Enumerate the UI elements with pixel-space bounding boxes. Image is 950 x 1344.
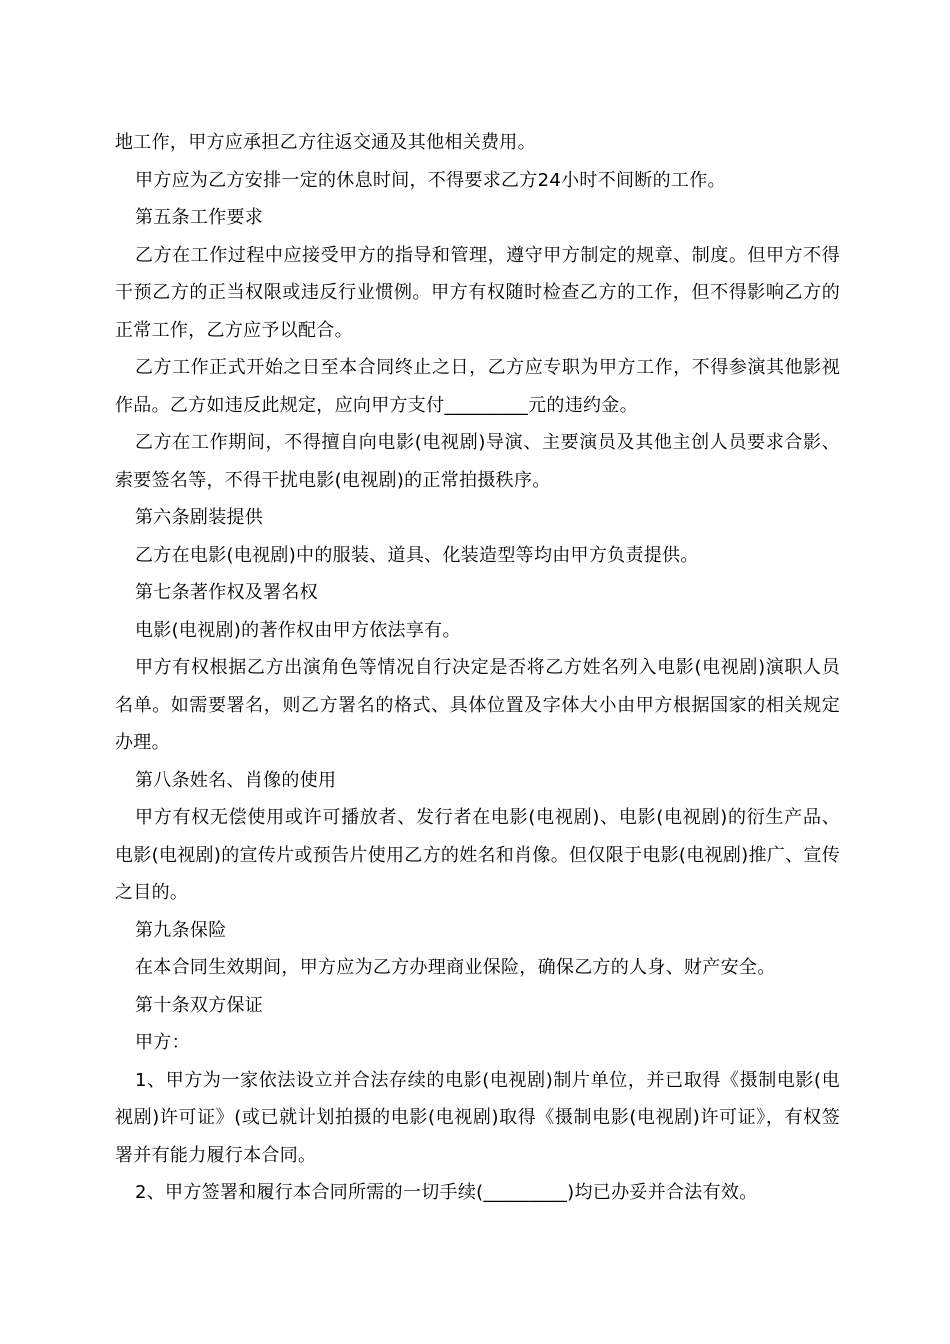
paragraph-work-guidance: 乙方在工作过程中应接受甲方的指导和管理，遵守甲方制定的规章、制度。但甲方不得干预乙方的正当权限或违反行业惯例。甲方有权随时检查乙方的工作，但不得影响乙方的正常工作，乙方应予以配合。: [115, 244, 840, 341]
paragraph-name-portrait: 甲方有权无偿使用或许可播放者、发行者在电影(电视剧)、电影(电视剧)的衍生产品、电影(电视剧)的宣传片或预告片使用乙方的姓名和肖像。但仅限于电影(电视剧)推广、宣传之目的。: [115, 807, 840, 903]
paragraph-guarantee-1: 1、甲方为一家依法设立并合法存续的电影(电视剧)制片单位，并已取得《摄制电影(电视剧)许可证》(或已就计划拍摄的电影(电视剧)取得《摄制电影(电视剧)许可证》，有权签署并有能力履行本合同。: [115, 1069, 840, 1166]
label-party-a: 甲方：: [135, 1032, 190, 1053]
paragraph-costume: 乙方在电影(电视剧)中的服装、道具、化装造型等均由甲方负责提供。: [135, 544, 699, 566]
heading-article-5: 第五条工作要求: [135, 207, 264, 228]
paragraph-copyright: 电影(电视剧)的著作权由甲方依法享有。: [135, 619, 461, 641]
paragraph-rest-time: 甲方应为乙方安排一定的休息时间，不得要求乙方24小时不间断的工作。: [135, 169, 726, 191]
heading-article-10: 第十条双方保证: [135, 994, 264, 1016]
heading-article-7: 第七条著作权及署名权: [135, 582, 318, 603]
paragraph-insurance: 在本合同生效期间，甲方应为乙方办理商业保险，确保乙方的人身、财产安全。: [135, 957, 776, 978]
document-body: [115, 124, 840, 1212]
paragraph-credits: 甲方有权根据乙方出演角色等情况自行决定是否将乙方姓名列入电影(电视剧)演职人员名单。如需要署名，则乙方署名的格式、具体位置及字体大小由甲方根据国家的相关规定办理。: [115, 657, 840, 753]
paragraph-guarantee-2: 2、甲方签署和履行本合同所需的一切手续(_________)均已办妥并合法有效。: [135, 1182, 758, 1203]
paragraph-exclusivity: 乙方工作正式开始之日至本合同终止之日，乙方应专职为甲方工作，不得参演其他影视作品。乙方如违反此规定，应向甲方支付_________元的违约金。: [115, 357, 840, 416]
heading-article-9: 第九条保险: [135, 919, 227, 941]
heading-article-8: 第八条姓名、肖像的使用: [135, 769, 337, 791]
heading-article-6: 第六条剧装提供: [135, 507, 264, 528]
paragraph-conduct: 乙方在工作期间，不得擅自向电影(电视剧)导演、主要演员及其他主创人员要求合影、索要签名等，不得干扰电影(电视剧)的正常拍摄秩序。: [115, 432, 840, 491]
paragraph-continuation: 地工作，甲方应承担乙方往返交通及其他相关费用。: [115, 132, 536, 153]
